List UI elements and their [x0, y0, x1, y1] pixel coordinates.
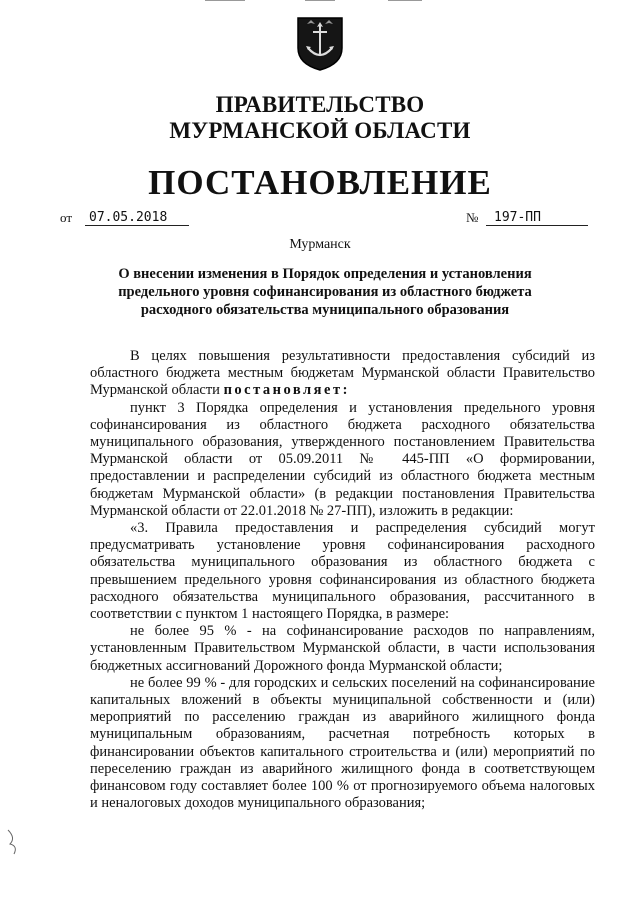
top-edge-mark [205, 0, 245, 5]
city-name: Мурманск [289, 237, 351, 252]
coat-of-arms-emblem [295, 14, 345, 72]
date-prefix: от [60, 210, 73, 225]
body-paragraph: пункт 3 Порядка определения и установления предельного уровня софинансирования из областного бюджета расходного обязательства муниципального образования, утвержденного постановлением Правительства Мурманской области от 05.09.2011 № 445-ПП «О формировании, предоставлении и распределении субсидий из областного бюджета местным бюджетам Мурманской области» (в редакции постановления Правительства Мурманской области от 22.01.2018 № 27-ПП), изложить в редакции: [90, 399, 595, 519]
top-edge-mark [305, 0, 335, 5]
document-title: О внесении изменения в Порядок определения и установления предельного уровня софинансирования из областного бюджета расходного обязательства муниципального образования [118, 266, 532, 318]
government-title-line1: ПРАВИТЕЛЬСТВО [215, 92, 425, 117]
document-number: 197-ПП [486, 210, 588, 226]
document-body [90, 348, 595, 812]
number-prefix: № [466, 210, 479, 225]
document-date: 07.05.2018 [85, 210, 189, 226]
government-title-line2: МУРМАНСКОЙ ОБЛАСТИ [169, 118, 471, 143]
margin-pen-mark [6, 828, 24, 856]
body-paragraph [90, 348, 595, 400]
paragraph-text: В целях повышения результативности предоставления субсидий из областного бюджета местным бюджетам Мурманской области Правительство Мурманской области [90, 348, 595, 399]
body-paragraph: не более 95 % - на софинансирование расходов по направлениям, установленным Правительством Мурманской области, в части использования бюджетных ассигнований Дорожного фонда Мурманской области; [90, 623, 595, 674]
decree-keyword: постановляет: [223, 382, 350, 399]
body-paragraph: не более 99 % - для городских и сельских поселений на софинансирование капитальных вложений в объекты муниципальной собственности и (или) мероприятий по расселению граждан из аварийного жилищного фонда муниципальным образованиям, расчетная потребность которых в финансировании объектов капитального строительства и (или) мероприятий по переселению граждан из аварийного жилищного фонда в соответствующем финансовом году составляет более 100 % от прогнозируемого объема налоговых и неналоговых доходов муниципального образования; [90, 674, 595, 812]
top-edge-mark [388, 0, 422, 5]
document-type-heading: ПОСТАНОВЛЕНИЕ [148, 163, 492, 202]
body-paragraph: «3. Правила предоставления и распределения субсидий могут предусматривать установление уровня софинансирования расходного обязательства муниципального образования из областного бюджета с превышением предельного уровня софинансирования из областного бюджета расходного обязательства муниципального образования, рассчитанного в соответствии с пунктом 1 настоящего Порядка, в размере: [90, 520, 595, 623]
